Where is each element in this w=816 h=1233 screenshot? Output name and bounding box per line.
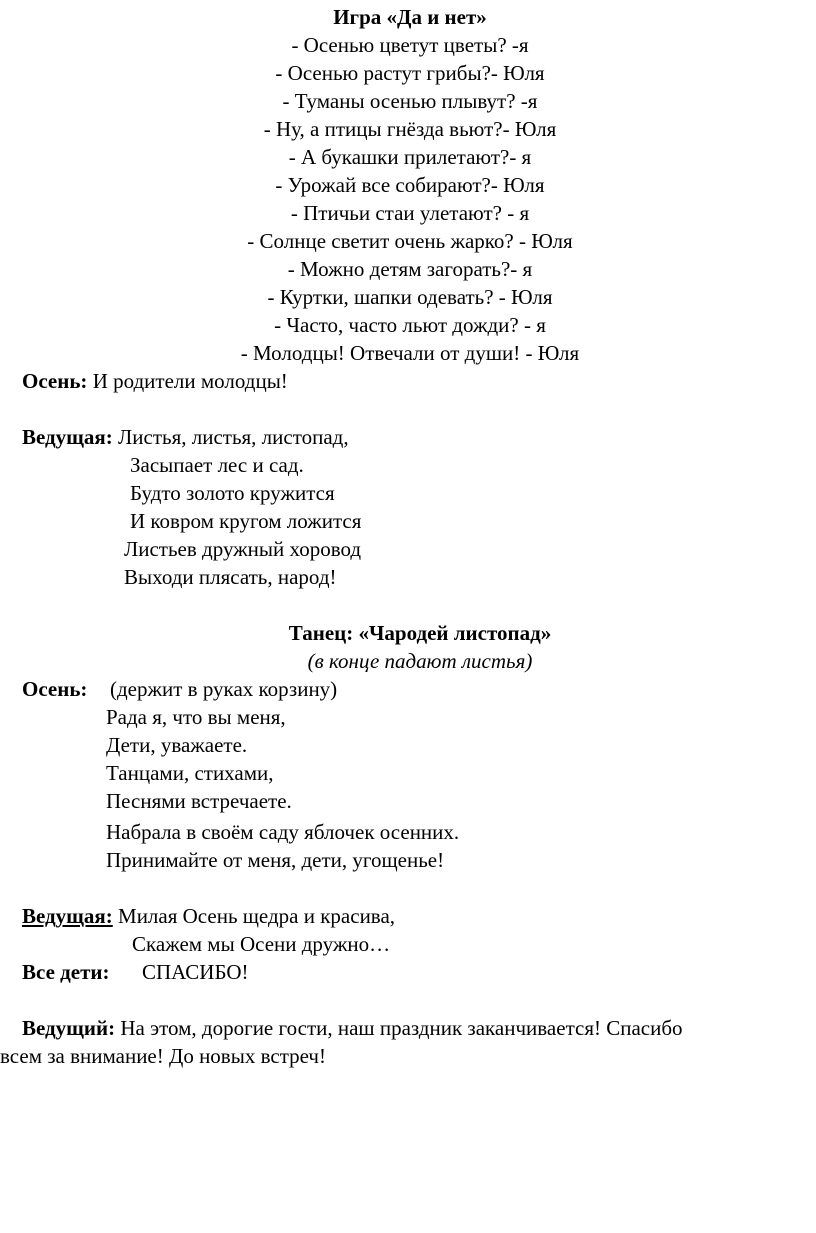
osen2-line-2: Рада я, что вы меня, — [106, 705, 286, 729]
osen-replica-1 — [22, 367, 288, 395]
vedushaya-line-4: И ковром кругом ложится — [130, 509, 362, 533]
speaker-vedushaya-2: Ведущая: — [22, 904, 113, 928]
vedushiy-text-1: На этом, дорогие гости, наш праздник заканчивается! Спасибо — [115, 1016, 683, 1040]
game-line-3: - Туманы осенью плывут? -я — [282, 89, 538, 113]
speaker-vedushaya: Ведущая: — [22, 425, 113, 449]
speaker-osen: Осень: — [22, 369, 88, 393]
vedushaya2-line-1: Милая Осень щедра и красива, — [112, 904, 396, 928]
game-line-10: - Куртки, шапки одевать? - Юля — [267, 285, 553, 309]
speaker-all-children: Все дети: — [22, 960, 110, 984]
game-line-2: - Осенью растут грибы?- Юля — [275, 61, 545, 85]
game-line-8: - Солнце светит очень жарко? - Юля — [247, 229, 573, 253]
osen-replica-2 — [22, 675, 87, 703]
game-title: Игра «Да и нет» — [333, 5, 487, 29]
game-line-12: - Молодцы! Отвечали от души! - Юля — [240, 341, 580, 365]
vedushaya-line-3: Будто золото кружится — [130, 481, 335, 505]
vedushaya-replica-1 — [22, 423, 349, 451]
osen2-line-7: Принимайте от меня, дети, угощенье! — [106, 848, 445, 872]
all-children-text: СПАСИБО! — [142, 960, 249, 984]
osen-text-1: И родители молодцы! — [87, 369, 288, 393]
osen2-line-4: Танцами, стихами, — [106, 761, 274, 785]
dance-note: (в конце падают листья) — [307, 649, 533, 673]
game-line-5: - А букашки прилетают?- я — [288, 145, 532, 169]
vedushaya-line-6: Выходи плясать, народ! — [124, 565, 337, 589]
vedushiy-replica — [22, 1014, 683, 1042]
vedushaya-line-2: Засыпает лес и сад. — [130, 453, 304, 477]
vedushiy-text-2: всем за внимание! До новых встреч! — [0, 1044, 326, 1068]
game-line-1: - Осенью цветут цветы? -я — [291, 33, 529, 57]
game-line-7: - Птичьи стаи улетают? - я — [290, 201, 530, 225]
game-line-11: - Часто, часто льют дожди? - я — [274, 313, 546, 337]
dance-title: Танец: «Чародей листопад» — [288, 621, 552, 645]
vedushaya-line-1: Листья, листья, листопад, — [112, 425, 349, 449]
speaker-osen-2: Осень: — [22, 677, 88, 701]
game-line-9: - Можно детям загорать?- я — [287, 257, 533, 281]
osen2-line-3: Дети, уважаете. — [106, 733, 248, 757]
osen2-line-1: (держит в руках корзину) — [110, 677, 338, 701]
game-line-4: - Ну, а птицы гнёзда вьют?- Юля — [263, 117, 557, 141]
speaker-vedushiy: Ведущий: — [22, 1016, 116, 1040]
vedushaya2-line-2: Скажем мы Осени дружно… — [132, 932, 391, 956]
all-children-replica — [22, 958, 110, 986]
vedushaya-line-5: Листьев дружный хоровод — [124, 537, 362, 561]
osen2-line-5: Песнями встречаете. — [106, 789, 292, 813]
osen2-line-6: Набрала в своём саду яблочек осенних. — [106, 820, 460, 844]
vedushaya-replica-2 — [22, 902, 395, 930]
game-line-6: - Урожай все собирают?- Юля — [275, 173, 545, 197]
